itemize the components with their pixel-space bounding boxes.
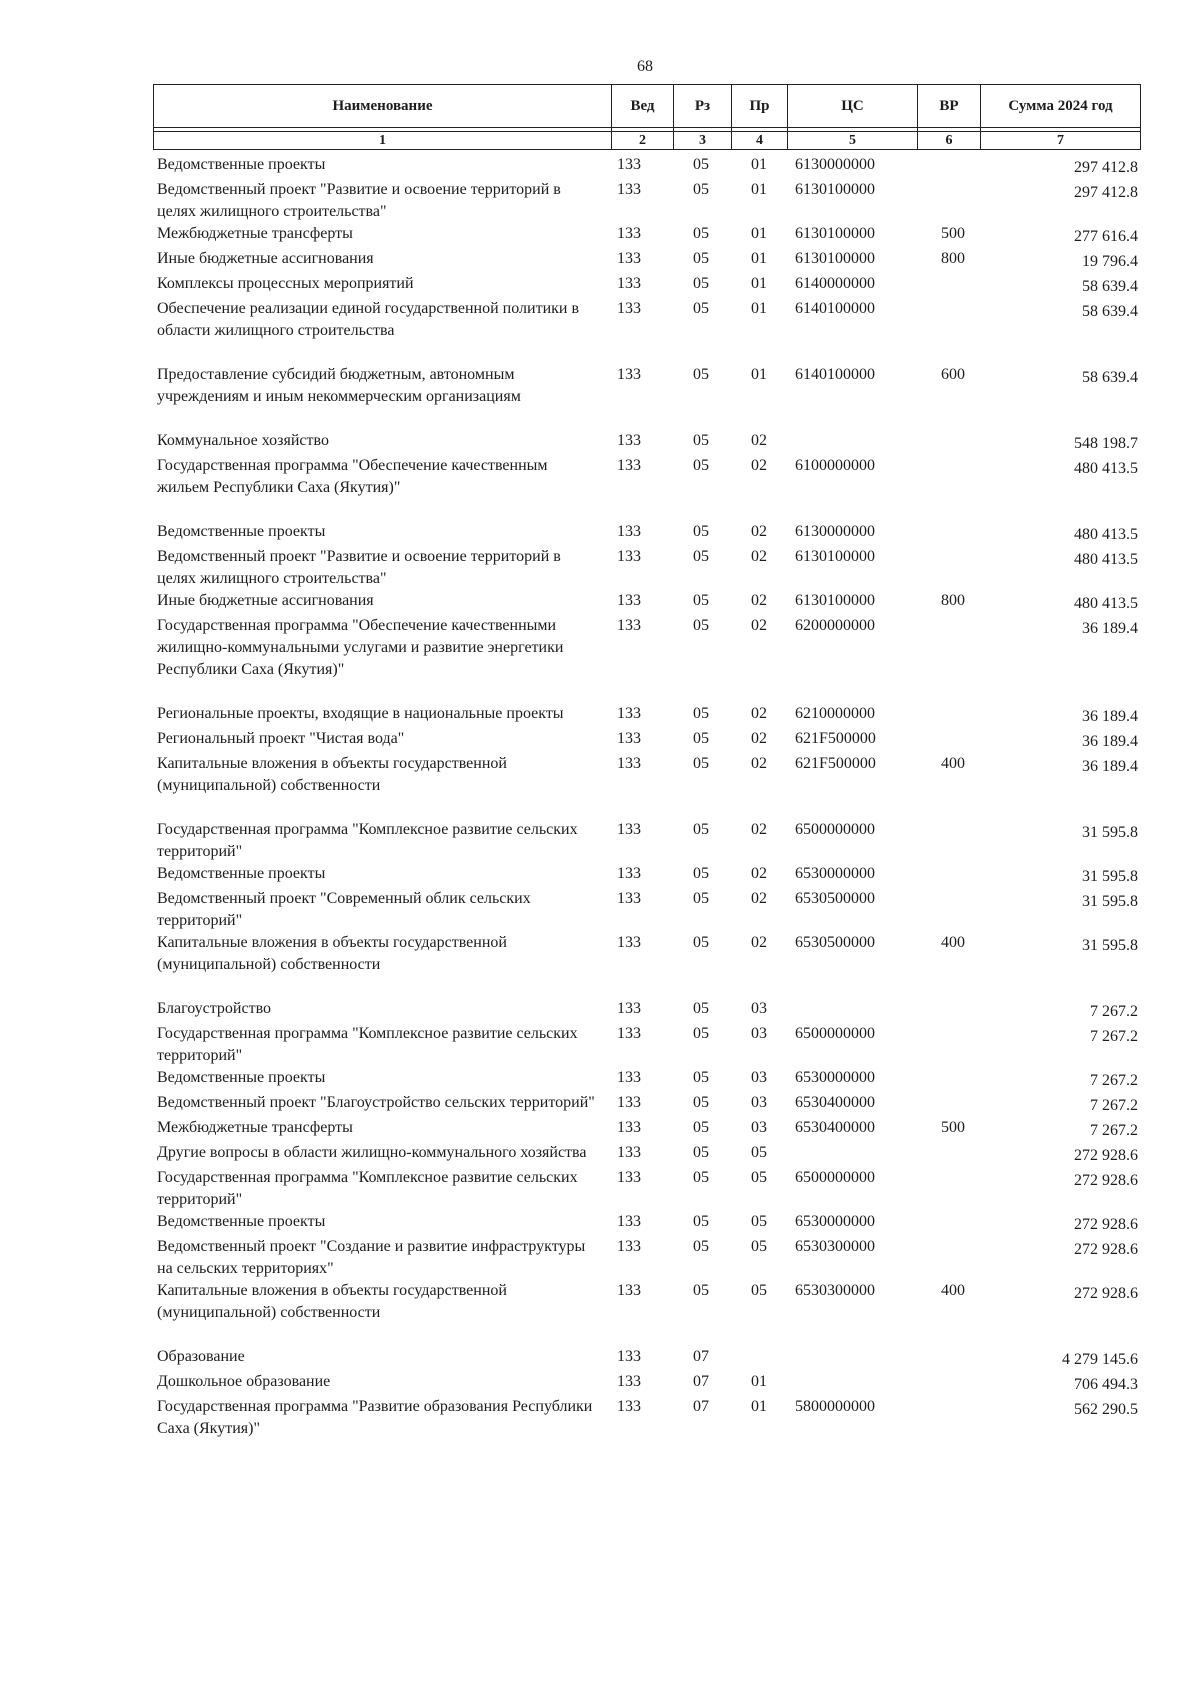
row-name: Предоставление субсидий бюджетным, автономным учреждениям и иным некоммерческим организациям [157,366,521,405]
row-vr [917,863,980,888]
row-sum: 480 413.5 [1074,551,1138,568]
table-row [157,430,1140,455]
row-name: Иные бюджетные ассигнования [157,592,374,609]
table-row [157,1280,1140,1346]
table-row [157,703,1140,728]
row-pr: 05 [751,1238,767,1255]
row-ved: 133 [617,250,641,267]
row-cs: 6530500000 [795,934,875,951]
row-ved: 133 [617,1398,641,1415]
row-sum: 31 595.8 [1082,868,1138,885]
row-name: Государственная программа "Комплексное развитие сельских территорий" [157,1169,578,1208]
row-ved: 133 [617,1144,641,1161]
column-number: 5 [788,132,918,150]
row-pr: 03 [751,1119,767,1136]
row-ved: 133 [617,1069,641,1086]
row-cs: 6130100000 [795,592,875,609]
row-rz: 05 [693,225,709,242]
row-rz: 05 [693,181,709,198]
row-vr [917,888,980,932]
row-rz: 05 [693,1069,709,1086]
row-name: Комплексы процессных мероприятий [157,275,414,292]
row-ved: 133 [617,934,641,951]
row-pr: 02 [751,730,767,747]
table-row [157,364,1140,430]
row-name: Дошкольное образование [157,1373,331,1390]
row-rz: 05 [693,432,709,449]
budget-table [157,154,1140,1440]
row-name: Ведомственные проекты [157,156,326,173]
row-sum: 272 928.6 [1074,1241,1138,1258]
row-rz: 05 [693,1282,709,1299]
row-vr [917,154,980,179]
row-vr [917,1067,980,1092]
row-cs: 6130000000 [795,156,875,173]
row-cs: 6530400000 [795,1119,875,1136]
row-pr: 02 [751,821,767,838]
row-cs: 621F500000 [795,755,876,772]
row-cs [787,998,917,1023]
table-row [157,1167,1140,1211]
row-ved: 133 [617,617,641,634]
row-cs: 6140100000 [795,366,875,383]
row-pr: 02 [751,865,767,882]
row-rz: 05 [693,523,709,540]
row-rz: 05 [693,1094,709,1111]
row-pr [731,1346,787,1371]
row-pr: 05 [751,1144,767,1161]
row-name: Региональные проекты, входящие в национальные проекты [157,705,564,722]
row-cs: 6530000000 [795,1069,875,1086]
row-rz: 07 [693,1398,709,1415]
row-cs: 6530300000 [795,1282,875,1299]
column-number: 7 [981,132,1141,150]
page-number: 68 [637,58,653,75]
row-sum: 7 267.2 [1090,1097,1138,1114]
table-row [157,273,1140,298]
row-ved: 133 [617,730,641,747]
row-sum: 272 928.6 [1074,1285,1138,1302]
row-sum: 7 267.2 [1090,1122,1138,1139]
row-vr [917,1142,980,1167]
table-row [157,223,1140,248]
row-pr: 01 [751,225,767,242]
row-cs: 6500000000 [795,1169,875,1186]
row-sum: 58 639.4 [1082,303,1138,320]
row-ved: 133 [617,1169,641,1186]
row-rz: 07 [693,1348,709,1365]
row-sum: 272 928.6 [1074,1147,1138,1164]
row-ved: 133 [617,548,641,565]
row-rz: 05 [693,730,709,747]
header-cs: ЦС [788,85,918,128]
row-vr [917,455,980,521]
row-vr [917,521,980,546]
row-vr [917,1092,980,1117]
row-ved: 133 [617,300,641,317]
table-header [153,84,1141,150]
row-cs [787,1346,917,1371]
row-name: Другие вопросы в области жилищно-коммунального хозяйства [157,1144,587,1161]
row-ved: 133 [617,523,641,540]
row-name: Ведомственный проект "Создание и развитие инфраструктуры на сельских территориях" [157,1238,586,1277]
row-pr: 01 [751,1373,767,1390]
header-pr: Пр [732,85,788,128]
row-cs: 6140000000 [795,275,875,292]
table-row [157,248,1140,273]
row-pr: 02 [751,592,767,609]
row-name: Иные бюджетные ассигнования [157,250,374,267]
row-rz: 05 [693,890,709,907]
row-pr: 02 [751,934,767,951]
header-ved: Вед [612,85,674,128]
row-vr [917,1396,980,1440]
row-ved: 133 [617,275,641,292]
row-name: Государственная программа "Комплексное развитие сельских территорий" [157,1025,578,1064]
table-row [157,590,1140,615]
row-rz: 05 [693,156,709,173]
row-vr: 500 [941,1119,965,1136]
table-row [157,615,1140,703]
row-vr [917,819,980,863]
row-cs [787,1142,917,1167]
row-rz: 05 [693,617,709,634]
table-row [157,888,1140,932]
header-rz: Рз [674,85,732,128]
row-pr: 02 [751,548,767,565]
table-row [157,455,1140,521]
row-ved: 133 [617,865,641,882]
row-cs: 6500000000 [795,1025,875,1042]
row-name: Ведомственные проекты [157,865,326,882]
row-vr: 400 [941,755,965,772]
row-ved: 133 [617,156,641,173]
row-sum: 31 595.8 [1082,937,1138,954]
row-ved: 133 [617,705,641,722]
table-row [157,521,1140,546]
table-row [157,1211,1140,1236]
row-rz: 05 [693,275,709,292]
row-rz: 05 [693,1025,709,1042]
row-sum: 7 267.2 [1090,1003,1138,1020]
row-ved: 133 [617,821,641,838]
row-rz: 05 [693,1119,709,1136]
row-vr: 400 [941,1282,965,1299]
row-sum: 36 189.4 [1082,708,1138,725]
table-row [157,819,1140,863]
row-name: Ведомственный проект "Развитие и освоение территорий в целях жилищного строительства" [157,181,561,220]
row-vr [917,430,980,455]
row-pr: 03 [751,1094,767,1111]
row-pr: 05 [751,1213,767,1230]
row-sum: 36 189.4 [1082,758,1138,775]
row-ved: 133 [617,592,641,609]
row-name: Государственная программа "Развитие образования Республики Саха (Якутия)" [157,1398,593,1437]
row-rz: 05 [693,1144,709,1161]
row-sum: 7 267.2 [1090,1028,1138,1045]
row-name: Ведомственный проект "Развитие и освоение территорий в целях жилищного строительства" [157,548,561,587]
row-name: Ведомственный проект "Благоустройство сельских территорий" [157,1094,595,1111]
row-pr: 02 [751,755,767,772]
row-sum: 272 928.6 [1074,1216,1138,1233]
row-sum: 277 616.4 [1074,228,1138,245]
row-ved: 133 [617,225,641,242]
row-vr: 800 [941,592,965,609]
row-sum: 548 198.7 [1074,435,1138,452]
row-ved: 133 [617,1000,641,1017]
column-number: 2 [612,132,674,150]
row-sum: 297 412.8 [1074,184,1138,201]
row-name: Ведомственные проекты [157,523,326,540]
column-number: 6 [918,132,981,150]
row-vr [917,179,980,223]
row-vr [917,1371,980,1396]
row-vr: 400 [941,934,965,951]
row-sum: 562 290.5 [1074,1401,1138,1418]
table-row [157,298,1140,364]
row-name: Ведомственные проекты [157,1213,326,1230]
row-name: Капитальные вложения в объекты государственной (муниципальной) собственности [157,934,507,973]
row-pr: 02 [751,890,767,907]
row-rz: 07 [693,1373,709,1390]
row-rz: 05 [693,934,709,951]
row-sum: 480 413.5 [1074,460,1138,477]
row-vr [917,298,980,364]
header-name: Наименование [154,85,612,128]
row-sum: 7 267.2 [1090,1072,1138,1089]
table-row [157,546,1140,590]
table-row [157,1236,1140,1280]
table-row [157,154,1140,179]
row-cs: 6530400000 [795,1094,875,1111]
row-rz: 05 [693,1000,709,1017]
row-ved: 133 [617,1348,641,1365]
row-cs [787,430,917,455]
row-vr [917,1167,980,1211]
table-row [157,1371,1140,1396]
row-rz: 05 [693,705,709,722]
row-cs: 6530300000 [795,1238,875,1255]
row-rz: 05 [693,755,709,772]
row-pr: 03 [751,1069,767,1086]
row-rz: 05 [693,821,709,838]
row-pr: 02 [751,617,767,634]
table-row [157,753,1140,819]
row-sum: 58 639.4 [1082,369,1138,386]
row-ved: 133 [617,1119,641,1136]
row-name: Ведомственный проект "Современный облик сельских территорий" [157,890,531,929]
row-name: Обеспечение реализации единой государственной политики в области жилищного строительства [157,300,580,339]
row-name: Капитальные вложения в объекты государственной (муниципальной) собственности [157,1282,507,1321]
table-row [157,1117,1140,1142]
header-vr: ВР [918,85,981,128]
row-pr: 05 [751,1282,767,1299]
row-rz: 05 [693,865,709,882]
row-vr [917,273,980,298]
table-row [157,932,1140,998]
row-name: Государственная программа "Обеспечение качественным жильем Республики Саха (Якутия)" [157,457,548,496]
header-sum: Сумма 2024 год [981,85,1141,128]
row-sum: 58 639.4 [1082,278,1138,295]
row-name: Межбюджетные трансферты [157,225,353,242]
row-name: Коммунальное хозяйство [157,432,329,449]
row-cs: 6500000000 [795,821,875,838]
row-vr [917,728,980,753]
row-pr: 03 [751,1000,767,1017]
row-pr: 01 [751,156,767,173]
row-pr: 01 [751,1398,767,1415]
row-vr [917,998,980,1023]
row-sum: 36 189.4 [1082,733,1138,750]
row-cs: 6130000000 [795,523,875,540]
row-ved: 133 [617,755,641,772]
row-sum: 480 413.5 [1074,595,1138,612]
table-row [157,1067,1140,1092]
column-number: 4 [732,132,788,150]
row-ved: 133 [617,1213,641,1230]
column-number: 3 [674,132,732,150]
row-cs: 6530000000 [795,865,875,882]
row-name: Ведомственные проекты [157,1069,326,1086]
row-name: Капитальные вложения в объекты государственной (муниципальной) собственности [157,755,507,794]
row-cs: 6130100000 [795,548,875,565]
row-pr: 03 [751,1025,767,1042]
table-row [157,863,1140,888]
row-rz: 05 [693,457,709,474]
row-name: Государственная программа "Обеспечение качественными жилищно-коммунальными услугами и развитие энергетики Республики Саха (Якутия)" [157,617,564,678]
row-pr: 02 [751,523,767,540]
row-vr [917,1023,980,1067]
row-cs: 6210000000 [795,705,875,722]
row-vr [917,1346,980,1371]
row-name: Образование [157,1348,245,1365]
table-row [157,1346,1140,1371]
row-pr: 01 [751,181,767,198]
row-pr: 05 [751,1169,767,1186]
table-row [157,1092,1140,1117]
row-cs: 6130100000 [795,250,875,267]
row-rz: 05 [693,1213,709,1230]
row-ved: 133 [617,1373,641,1390]
row-vr [917,1236,980,1280]
row-ved: 133 [617,432,641,449]
row-rz: 05 [693,300,709,317]
row-cs: 6530000000 [795,1213,875,1230]
row-cs: 6140100000 [795,300,875,317]
row-sum: 272 928.6 [1074,1172,1138,1189]
row-cs: 621F500000 [795,730,876,747]
row-vr [917,703,980,728]
row-sum: 31 595.8 [1082,824,1138,841]
row-sum: 36 189.4 [1082,620,1138,637]
row-rz: 05 [693,1169,709,1186]
row-rz: 05 [693,548,709,565]
table-row [157,1142,1140,1167]
row-ved: 133 [617,1282,641,1299]
row-name: Государственная программа "Комплексное развитие сельских территорий" [157,821,578,860]
row-rz: 05 [693,366,709,383]
header-row [154,85,1141,128]
row-ved: 133 [617,457,641,474]
row-pr: 02 [751,457,767,474]
row-sum: 31 595.8 [1082,893,1138,910]
row-vr: 800 [941,250,965,267]
table-row [157,179,1140,223]
row-vr [917,546,980,590]
row-name: Межбюджетные трансферты [157,1119,353,1136]
row-rz: 05 [693,592,709,609]
row-pr: 01 [751,300,767,317]
row-vr [917,615,980,703]
row-cs: 6130100000 [795,225,875,242]
row-ved: 133 [617,1025,641,1042]
row-sum: 19 796.4 [1082,253,1138,270]
row-ved: 133 [617,366,641,383]
row-pr: 01 [751,250,767,267]
row-pr: 01 [751,366,767,383]
table-row [157,728,1140,753]
row-cs: 6200000000 [795,617,875,634]
row-name: Региональный проект "Чистая вода" [157,730,405,747]
column-number: 1 [154,132,612,150]
row-pr: 01 [751,275,767,292]
table-row [157,1396,1140,1440]
row-vr [917,1211,980,1236]
row-cs: 5800000000 [795,1398,875,1415]
row-sum: 297 412.8 [1074,159,1138,176]
column-number-row [154,132,1141,150]
row-pr: 02 [751,705,767,722]
row-sum: 480 413.5 [1074,526,1138,543]
row-cs: 6100000000 [795,457,875,474]
row-sum: 706 494.3 [1074,1376,1138,1393]
row-ved: 133 [617,890,641,907]
row-rz: 05 [693,1238,709,1255]
row-name: Благоустройство [157,1000,272,1017]
row-cs [787,1371,917,1396]
row-cs: 6530500000 [795,890,875,907]
table-row [157,1023,1140,1067]
row-cs: 6130100000 [795,181,875,198]
table-row [157,998,1140,1023]
row-rz: 05 [693,250,709,267]
row-sum: 4 279 145.6 [1062,1351,1138,1368]
row-vr: 600 [941,366,965,383]
row-pr: 02 [751,432,767,449]
row-ved: 133 [617,1094,641,1111]
row-ved: 133 [617,181,641,198]
row-ved: 133 [617,1238,641,1255]
row-vr: 500 [941,225,965,242]
